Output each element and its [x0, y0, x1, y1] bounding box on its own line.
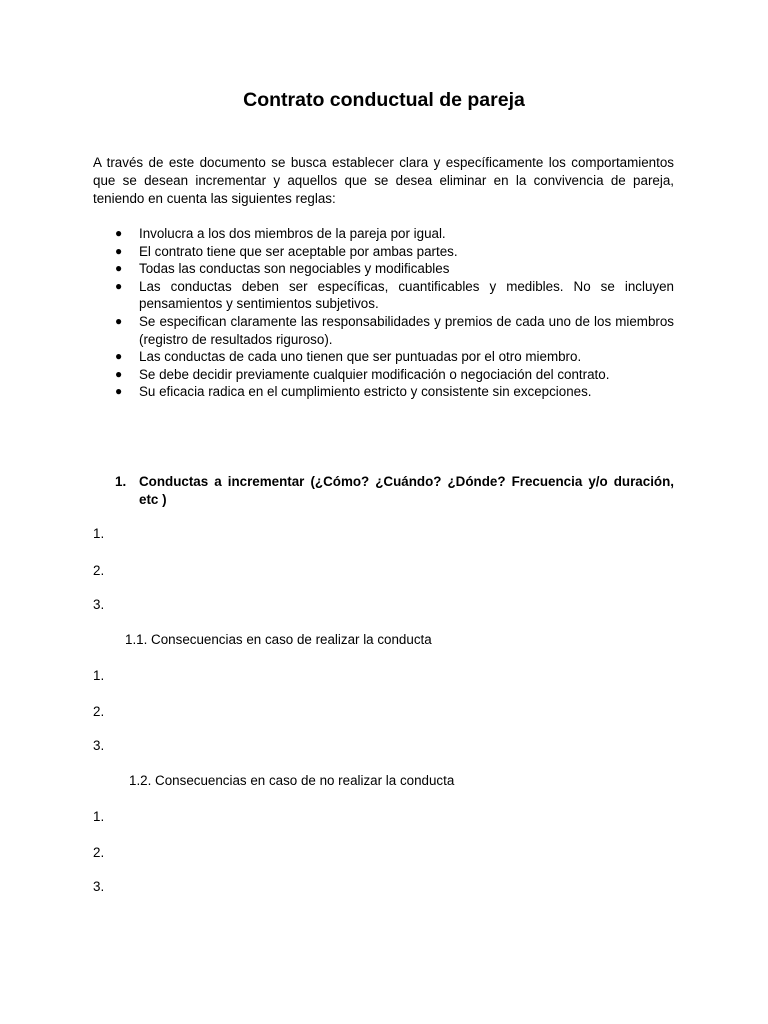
rule-item	[93, 243, 674, 261]
rule-item	[93, 278, 674, 313]
rule-text: Las conductas de cada uno tienen que ser puntuadas por el otro miembro.	[139, 349, 582, 365]
bullet-icon: ●	[115, 226, 123, 240]
rules-list	[93, 225, 674, 401]
bullet-icon: ●	[115, 384, 123, 399]
rule-item	[93, 225, 674, 243]
rule-item	[93, 260, 674, 278]
bullet-icon: ●	[115, 261, 123, 276]
rule-item	[93, 348, 674, 366]
intro-paragraph: A través de este documento se busca establecer clara y específicamente los comportamientos que se desean incrementar y aquellos que se desea eliminar en la convivencia de pareja, teniendo en cuenta las siguientes reglas:	[93, 155, 674, 206]
rule-text: Su eficacia radica en el cumplimiento estricto y consistente sin excepciones.	[139, 384, 592, 400]
blank-item-3: 3.	[93, 879, 105, 894]
blank-item-3: 3.	[93, 597, 105, 612]
blank-item-1: 1.	[93, 668, 105, 683]
blank-item-1: 1.	[93, 526, 105, 541]
rule-text: Todas las conductas son negociables y modificables	[139, 261, 450, 277]
rule-item	[93, 366, 674, 384]
bullet-icon: ●	[115, 278, 123, 293]
blank-item-3: 3.	[93, 738, 105, 753]
rule-text: Involucra a los dos miembros de la pareja por igual.	[139, 226, 446, 241]
rule-text: Se debe decidir previamente cualquier modificación o negociación del contrato.	[139, 366, 610, 382]
blank-item-1: 1.	[93, 809, 105, 824]
bullet-icon: ●	[115, 366, 123, 381]
rule-item	[93, 313, 674, 348]
bullet-icon: ●	[115, 349, 123, 364]
subsection-1-1-heading: 1.1. Consecuencias en caso de realizar la conducta	[125, 632, 432, 647]
blank-item-2: 2.	[93, 845, 105, 860]
blank-item-2: 2.	[93, 704, 105, 719]
section-1-heading	[93, 473, 674, 509]
section-title: Conductas a incrementar (¿Cómo? ¿Cuándo? ¿Dónde? Frecuencia y/o duración, etc )	[139, 474, 674, 507]
subsection-1-2-heading: 1.2. Consecuencias en caso de no realizar la conducta	[129, 773, 455, 788]
section-number: 1.	[115, 474, 127, 489]
rule-item	[93, 383, 674, 401]
rule-text: Se especifican claramente las responsabilidades y premios de cada uno de los miembros (registro de resultados riguroso).	[139, 313, 674, 347]
bullet-icon: ●	[115, 243, 123, 258]
blank-item-2: 2.	[93, 563, 105, 578]
bullet-icon: ●	[115, 313, 123, 328]
rule-text: Las conductas deben ser específicas, cuantificables y medibles. No se incluyen pensamientos y sentimientos subjetivos.	[139, 278, 674, 312]
rule-text: El contrato tiene que ser aceptable por ambas partes.	[139, 243, 458, 259]
document-title: Contrato conductual de pareja	[243, 89, 525, 111]
